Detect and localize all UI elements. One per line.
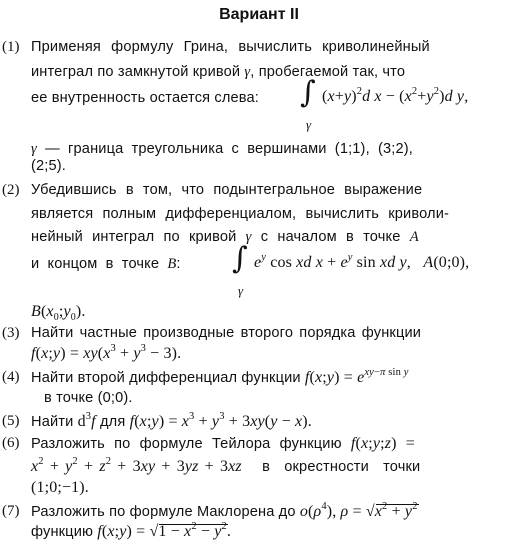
integral-sign: ∫ [300, 75, 316, 110]
problem-text-line: $x^2 + y^2 + z^2 + 3xy + 3yz + 3xz$ в окрестности точки [31, 456, 421, 475]
problem-text-line: (1;0;−1). [31, 479, 89, 496]
problem-text-line: в точке (0;0). [44, 390, 133, 406]
integrand: $(x+y)^2d$ $x - (x^2+y^2)d$ y, [322, 86, 469, 105]
problem-text-line: $B(x_0;y_0)$. [31, 303, 86, 324]
problem-number: (7) [2, 503, 20, 519]
problem-text-line: и концом в точке B: [31, 256, 181, 272]
problem-text-line: Разложить по формуле Тейлора функцию f(x;y;z) = [31, 435, 415, 452]
problem-text-line: Найти частные производные второго порядка функции [31, 325, 422, 341]
problem-text-line: Разложить по формуле Маклорена до $o(\rho^4)$, ρ = √ $x^2 + y^2$ [31, 501, 418, 520]
problem-number: (6) [2, 435, 20, 451]
problem-text-line: является полным дифференциалом, вычислить криволи- [31, 206, 450, 222]
variant-title: Вариант II [219, 6, 299, 23]
problem-number: (2) [2, 182, 20, 198]
problem-text-line: Применяя формулу Грина, вычислить криволинейный [31, 39, 430, 55]
problem-number: (1) [2, 39, 20, 55]
problem-text-line: Найти второй дифференциал функции f(x;y) = $e^{xy-\pi sin y}$ [31, 367, 409, 386]
problem-text-line: функцию f(x;y) = √ $1 - x^2 - y^2$. [31, 521, 232, 540]
integral-sign: ∫ [232, 241, 248, 276]
problem-text-line: (2;5). [31, 158, 66, 174]
problem-text-line: нейный интеграл по кривой γ с началом в точке A [31, 229, 419, 245]
problem-text-line: Убедившись в том, что подынтегральное выражение [31, 182, 423, 198]
problem-text-line: γ — граница треугольника с вершинами (1;1), (3;2), [31, 141, 413, 157]
integral-subscript: γ [306, 117, 312, 132]
integral-subscript: γ [238, 283, 244, 298]
problem-text-line: интеграл по замкнутой кривой γ, пробегаемой так, что [31, 64, 406, 80]
problem-number: (4) [2, 369, 20, 385]
problem-text-line: Найти $d^3f$ для f(x;y) = $x^3 + y^3 + 3xy(y - x)$. [31, 411, 312, 430]
problem-text-line: f(x;y) = $xy(x^3 + y^3 - 3)$. [31, 343, 182, 362]
integrand: $e^y$ cos xd $x + e^y$ sin xd y, A(0;0), [254, 252, 470, 271]
problem-number: (3) [2, 325, 20, 341]
problem-number: (5) [2, 413, 20, 429]
problem-text-line: ее внутренность остается слева: [31, 90, 259, 106]
